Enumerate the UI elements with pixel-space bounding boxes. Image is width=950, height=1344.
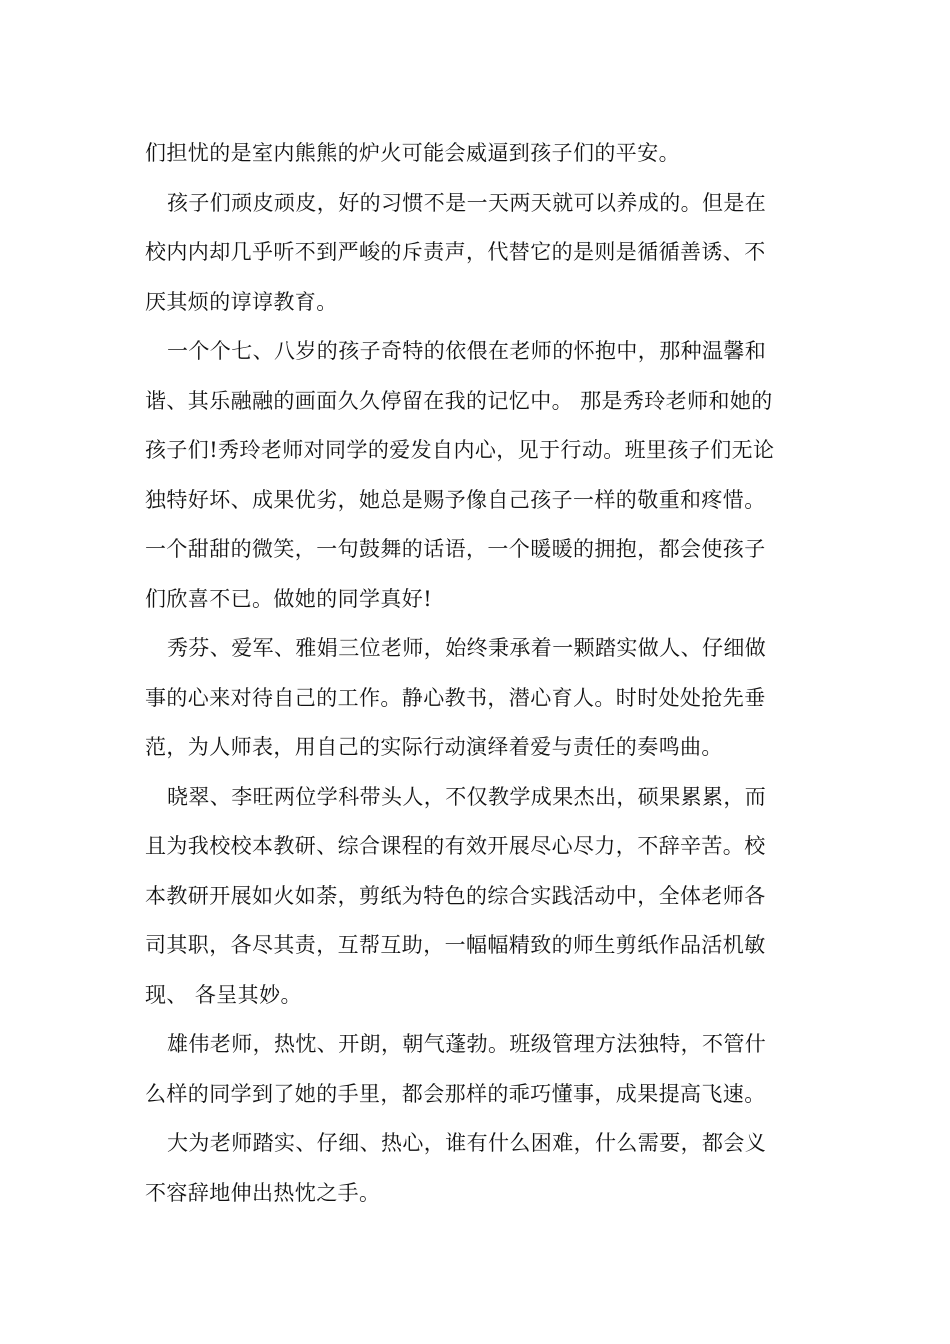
text-line: 们欣喜不已。做她的同学真好! xyxy=(145,586,433,611)
text-line: 司其职，各尽其责，互帮互助，一幅幅精致的师生剪纸作品活机敏 xyxy=(145,933,766,957)
body-text xyxy=(145,129,807,1218)
paragraph-first-line: 雄伟老师，热忱、开朗，朝气蓬勃。班级管理方法独特，不管什 xyxy=(167,1032,767,1056)
text-line: 谐、其乐融融的画面久久停留在我的记忆中。 那是秀玲老师和她的 xyxy=(145,388,773,413)
text-line: 们担忧的是室内熊熊的炉火可能会威逼到孩子们的平安。 xyxy=(145,141,680,165)
text-line: 且为我校校本教研、综合课程的有效开展尽心尽力，不辞辛苦。校 xyxy=(145,834,766,858)
text-line: 厌其烦的谆谆教育。 xyxy=(145,289,338,314)
paragraph-first-line: 大为老师踏实、仔细、热心，谁有什么困难，什么需要，都会义 xyxy=(167,1131,767,1155)
paragraph-first-line: 秀芬、爱军、雅娟三位老师，始终秉承着一颗踏实做人、仔细做 xyxy=(167,636,767,660)
text-line: 本教研开展如火如荼，剪纸为特色的综合实践活动中，全体老师各 xyxy=(145,883,766,908)
text-line: 事的心来对待自己的工作。静心教书，潜心育人。时时处处抢先垂 xyxy=(145,685,766,710)
text-line: 范，为人师表，用自己的实际行动演绎着爱与责任的奏鸣曲。 xyxy=(145,735,723,759)
text-line: 孩子们!秀玲老师对同学的爱发自内心，见于行动。班里孩子们无论 xyxy=(145,438,775,462)
paragraph-first-line: 孩子们顽皮顽皮，好的习惯不是一天两天就可以养成的。但是在 xyxy=(167,190,767,215)
text-line: 一个甜甜的微笑，一句鼓舞的话语，一个暖暖的拥抱，都会使孩子 xyxy=(145,537,766,561)
text-line: 校内内却几乎听不到严峻的斥责声，代替它的是则是循循善诱、不 xyxy=(145,240,766,264)
text-line: 么样的同学到了她的手里，都会那样的乖巧懂事，成果提高飞速。 xyxy=(145,1081,766,1106)
paragraph-first-line: 一个个七、八岁的孩子奇特的依偎在老师的怀抱中，那种温馨和 xyxy=(167,339,767,363)
paragraph-first-line: 晓翠、李旺两位学科带头人，不仅教学成果杰出，硕果累累，而 xyxy=(167,784,767,809)
text-line: 独特好坏、成果优劣，她总是赐予像自己孩子一样的敬重和疼惜。 xyxy=(145,487,766,512)
text-line: 不容辞地伸出热忱之手。 xyxy=(145,1180,381,1205)
text-line: 现、 各呈其妙。 xyxy=(145,982,302,1007)
